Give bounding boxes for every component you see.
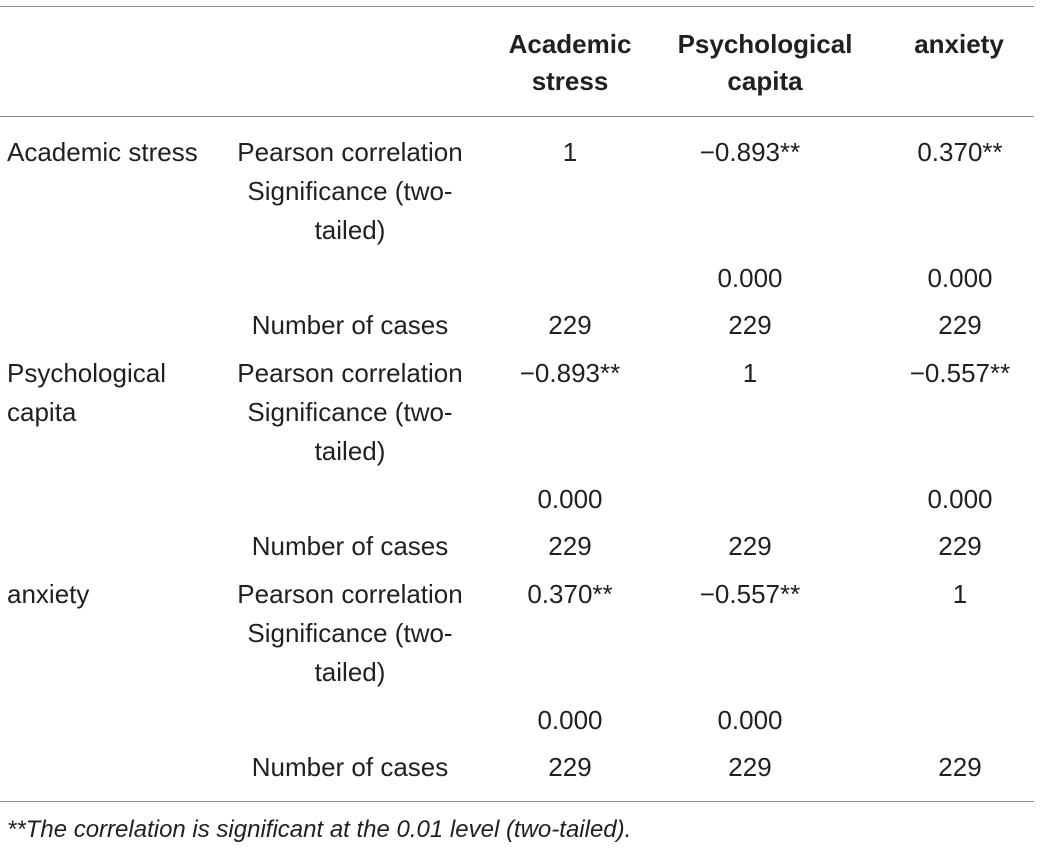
table-cell: 229 xyxy=(938,531,982,561)
pearson-significance-label: Pearson correlation Significance (two-tailed) xyxy=(237,137,463,245)
table-cell: 1 xyxy=(742,358,758,388)
table-cell: 229 xyxy=(728,310,772,340)
table-cell: 0.000 xyxy=(927,263,993,293)
table-cell: 229 xyxy=(728,752,772,782)
pearson-significance-label: Pearson correlation Significance (two-tailed) xyxy=(237,358,463,466)
table-cell: −0.893** xyxy=(699,137,801,167)
table-cell: −0.557** xyxy=(699,579,801,609)
table-cell: 0.000 xyxy=(717,263,783,293)
header-rule xyxy=(0,116,1034,117)
header-psychological-capita: Psychological capita xyxy=(677,29,853,96)
header-academic-stress: Academic stress xyxy=(508,29,632,96)
table-top-rule xyxy=(0,6,1034,7)
table-cell: 0.000 xyxy=(927,484,993,514)
table-cell: 1 xyxy=(952,579,968,609)
table-cell: 0.000 xyxy=(537,705,603,735)
number-of-cases-label: Number of cases xyxy=(251,531,449,561)
table-cell: 0.370** xyxy=(527,579,613,609)
table-cell: 229 xyxy=(938,752,982,782)
table-cell: 229 xyxy=(938,310,982,340)
row-variable-label: Psychological capita xyxy=(7,358,166,427)
table-cell: 229 xyxy=(548,531,592,561)
pearson-significance-label: Pearson correlation Significance (two-tailed) xyxy=(237,579,463,687)
number-of-cases-label: Number of cases xyxy=(251,310,449,340)
table-cell: 0.370** xyxy=(917,137,1003,167)
row-variable-label: Academic stress xyxy=(7,137,198,167)
table-cell: 229 xyxy=(548,752,592,782)
table-cell: 229 xyxy=(548,310,592,340)
table-cell: 0.000 xyxy=(537,484,603,514)
table-cell: 0.000 xyxy=(717,705,783,735)
table-footnote: **The correlation is significant at the 0.01 level (two-tailed). xyxy=(7,816,632,843)
header-anxiety: anxiety xyxy=(914,29,1004,59)
table-bottom-rule xyxy=(0,801,1034,802)
table-cell: 229 xyxy=(728,531,772,561)
table-cell: −0.557** xyxy=(909,358,1011,388)
table-cell: 1 xyxy=(562,137,578,167)
row-variable-label: anxiety xyxy=(7,579,90,609)
number-of-cases-label: Number of cases xyxy=(251,752,449,782)
table-cell: −0.893** xyxy=(519,358,621,388)
